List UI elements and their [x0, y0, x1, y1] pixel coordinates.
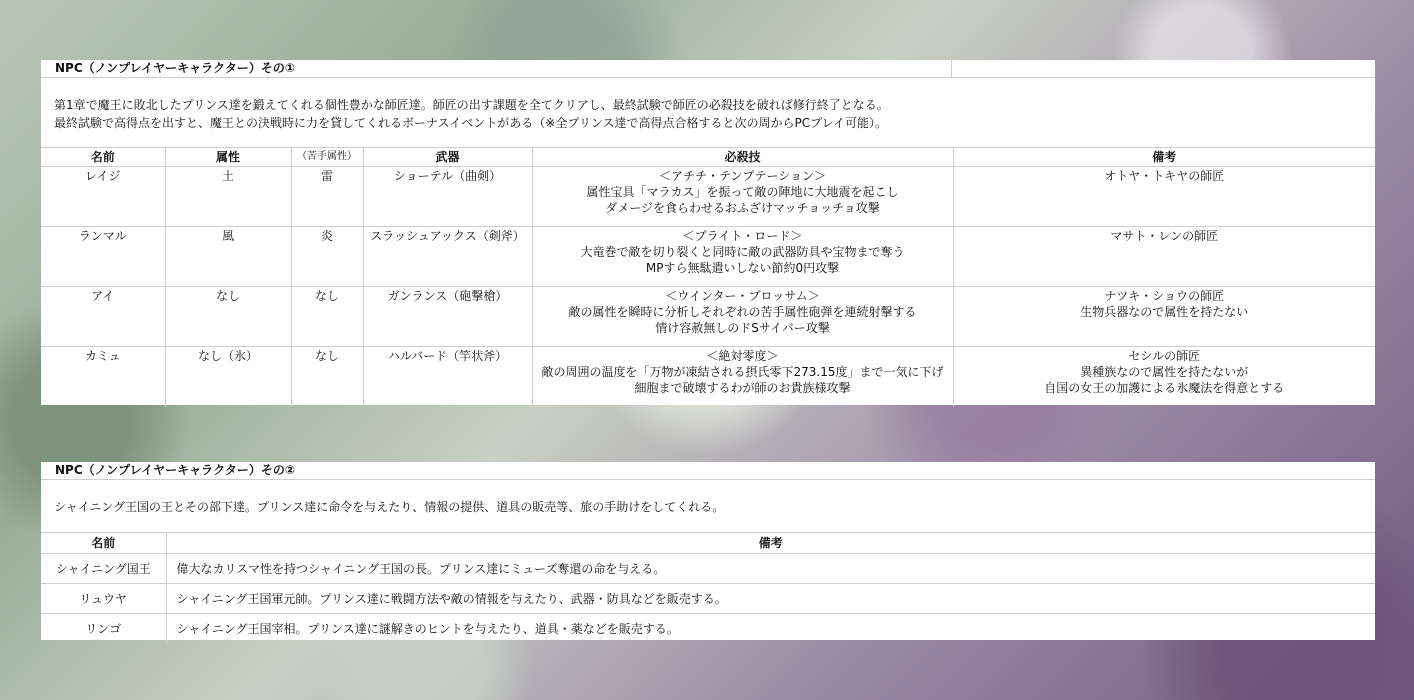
- description-line: 第1章で魔王に敗北したプリンス達を鍛えてくれる個性豊かな師匠達。師匠の出す課題を全てクリアし、最終試験で師匠の必殺技を破れば修行終了となる。: [54, 98, 889, 112]
- npc-panel-2: [41, 462, 1375, 640]
- table-row: [41, 347, 1375, 407]
- cell-weapon: ガンランス（砲撃槍）: [363, 287, 532, 347]
- description-line: 最終試験で高得点を出すと、魔王との決戦時に力を貸してくれるボーナスイベントがある（※全プリンス達で高得点合格すると次の周からPCプレイ可能）。: [54, 116, 888, 130]
- cell-attribute: なし: [165, 287, 291, 347]
- note-line: セシルの師匠: [1128, 349, 1201, 363]
- cell-weak: 雷: [291, 167, 363, 227]
- cell-name: ランマル: [41, 227, 165, 287]
- skill-desc: 敵の属性を瞬時に分析しそれぞれの苦手属性砲弾を連続射撃する: [568, 305, 917, 319]
- panel-title: NPC（ノンプレイヤーキャラクター）その①: [41, 60, 952, 77]
- note-line: 異種族なので属性を持たないが: [1080, 365, 1249, 379]
- skill-desc: 大竜巻で敵を切り裂くと同時に敵の武器防具や宝物まで奪う: [580, 245, 905, 259]
- table-row: [41, 584, 1375, 614]
- header-weak-attribute: （苦手属性）: [291, 148, 363, 167]
- panel-title-row: [41, 60, 1375, 78]
- cell-notes: [953, 287, 1375, 347]
- skill-name: ＜絶対零度＞: [706, 349, 779, 363]
- cell-special-move: [532, 167, 953, 227]
- header-special-move: 必殺技: [532, 148, 953, 167]
- cell-notes: シャイニング王国宰相。プリンス達に謎解きのヒントを与えたり、道具・薬などを販売する。: [166, 614, 1375, 644]
- cell-name: カミュ: [41, 347, 165, 407]
- cell-special-move: [532, 287, 953, 347]
- skill-name: ＜ウインター・ブロッサム＞: [665, 289, 820, 303]
- header-notes: 備考: [166, 533, 1375, 554]
- panel-description: シャイニング王国の王とその部下達。プリンス達に命令を与えたり、情報の提供、道具の販売等、旅の手助けをしてくれる。: [41, 480, 1375, 533]
- cell-attribute: なし（氷）: [165, 347, 291, 407]
- skill-desc: MPすら無駄遣いしない節約0円攻撃: [645, 261, 840, 275]
- panel-description: [41, 78, 1375, 148]
- cell-notes: [953, 227, 1375, 287]
- cell-attribute: 風: [165, 227, 291, 287]
- note-line: マサト・レンの師匠: [1110, 229, 1219, 243]
- skill-name: ＜ブライト・ロード＞: [682, 229, 803, 243]
- cell-attribute: 土: [165, 167, 291, 227]
- cell-name: シャイニング国王: [41, 554, 166, 584]
- kingdom-table: [41, 533, 1375, 644]
- cell-name: レイジ: [41, 167, 165, 227]
- table-row: [41, 554, 1375, 584]
- cell-weak: なし: [291, 287, 363, 347]
- note-line: オトヤ・トキヤの師匠: [1104, 169, 1225, 183]
- cell-weak: なし: [291, 347, 363, 407]
- note-line: 自国の女王の加護による氷魔法を得意とする: [1044, 381, 1285, 395]
- skill-desc: 細胞まで破壊するわが師のお貴族様攻撃: [634, 381, 851, 395]
- cell-name: リンゴ: [41, 614, 166, 644]
- cell-weak: 炎: [291, 227, 363, 287]
- header-notes: 備考: [953, 148, 1375, 167]
- table-row: [41, 227, 1375, 287]
- cell-weapon: スラッシュアックス（剣斧）: [363, 227, 532, 287]
- header-name: 名前: [41, 533, 166, 554]
- panel-title: NPC（ノンプレイヤーキャラクター）その②: [55, 463, 296, 477]
- skill-desc: 属性宝具「マラカス」を振って敵の陣地に大地震を起こし: [586, 185, 899, 199]
- cell-notes: [953, 167, 1375, 227]
- cell-weapon: ハルバード（竿状斧）: [363, 347, 532, 407]
- cell-notes: 偉大なカリスマ性を持つシャイニング王国の長。プリンス達にミューズ奪還の命を与える。: [166, 554, 1375, 584]
- header-attribute: 属性: [165, 148, 291, 167]
- blank-cell: [952, 60, 1375, 77]
- header-row: [41, 533, 1375, 554]
- npc-panel-1: [41, 60, 1375, 405]
- master-table: [41, 148, 1375, 407]
- cell-special-move: [532, 227, 953, 287]
- table-row: [41, 287, 1375, 347]
- cell-name: アイ: [41, 287, 165, 347]
- note-line: 生物兵器なので属性を持たない: [1080, 305, 1249, 319]
- cell-special-move: [532, 347, 953, 407]
- header-row: [41, 148, 1375, 167]
- cell-weapon: ショーテル（曲剣）: [363, 167, 532, 227]
- cell-name: リュウヤ: [41, 584, 166, 614]
- skill-desc: 情け容赦無しのドSサイバー攻撃: [655, 321, 830, 335]
- table-row: [41, 614, 1375, 644]
- skill-desc: ダメージを食らわせるおふざけマッチョッチョ攻撃: [605, 201, 880, 215]
- note-line: ナツキ・ショウの師匠: [1104, 289, 1225, 303]
- header-weapon: 武器: [363, 148, 532, 167]
- header-name: 名前: [41, 148, 165, 167]
- panel-title-row: [41, 462, 1375, 480]
- cell-notes: シャイニング王国軍元帥。プリンス達に戦闘方法や敵の情報を与えたり、武器・防具などを販売する。: [166, 584, 1375, 614]
- cell-notes: [953, 347, 1375, 407]
- skill-name: ＜アチチ・テンプテーション＞: [659, 169, 826, 183]
- table-row: [41, 167, 1375, 227]
- skill-desc: 敵の周囲の温度を「万物が凍結される摂氏零下273.15度」まで一気に下げ: [541, 365, 944, 379]
